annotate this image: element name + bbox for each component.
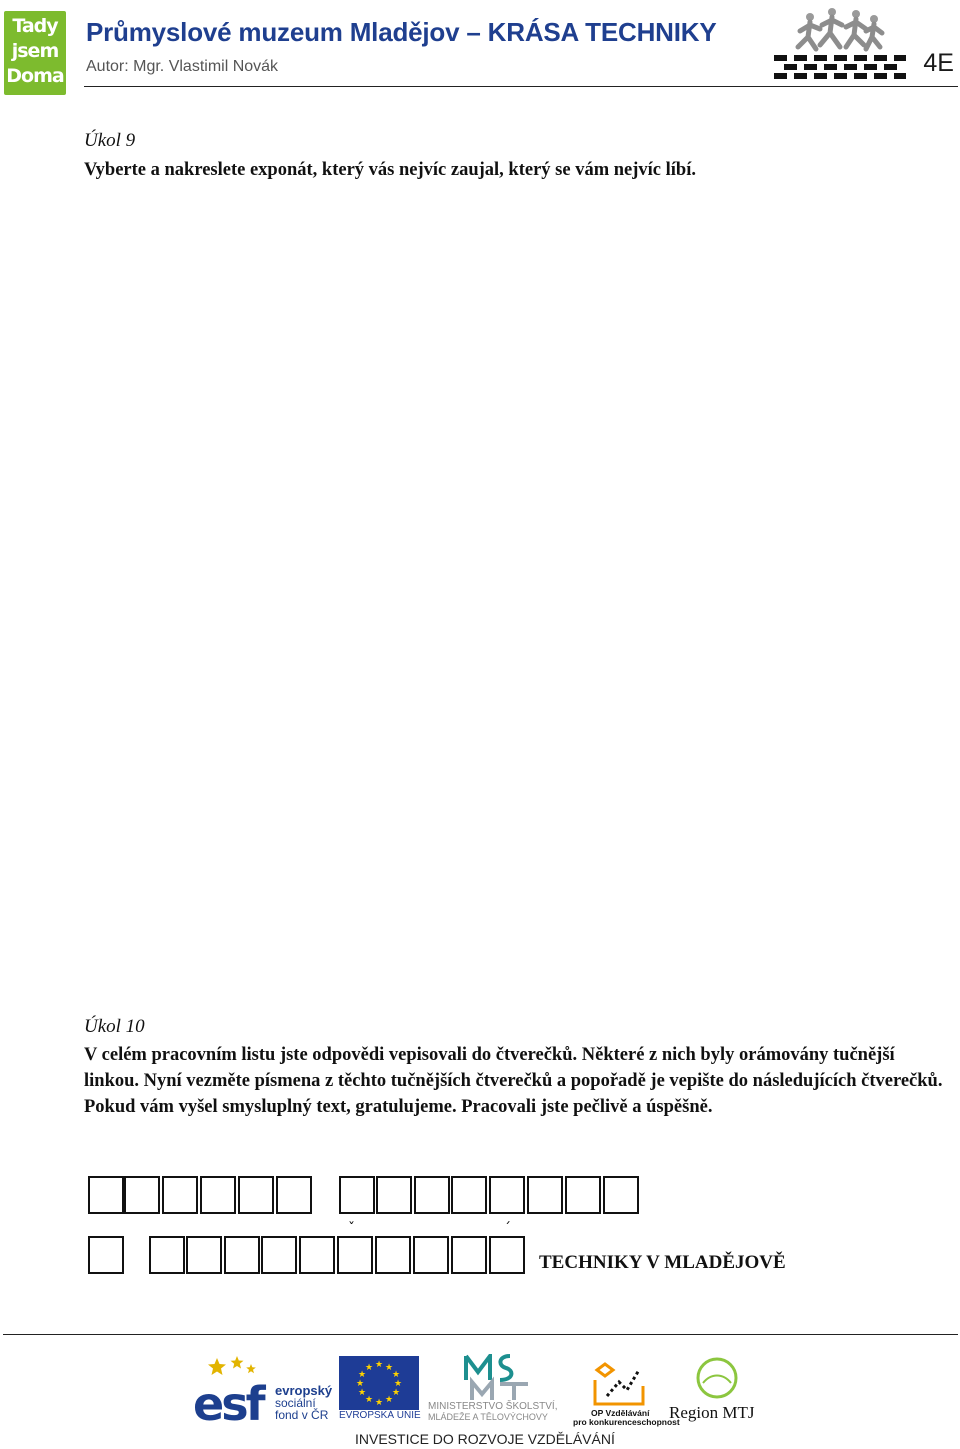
logo-line-2: jsem bbox=[11, 40, 59, 62]
answer-box[interactable] bbox=[88, 1176, 124, 1214]
svg-text:★: ★ bbox=[364, 1363, 374, 1373]
svg-text:★: ★ bbox=[374, 1360, 384, 1370]
esf-mark-icon bbox=[193, 1356, 275, 1422]
answer-box[interactable] bbox=[414, 1176, 450, 1214]
op-mark-icon bbox=[591, 1356, 647, 1408]
answer-box[interactable] bbox=[489, 1236, 525, 1274]
tady-jsem-doma-logo bbox=[4, 11, 66, 95]
op-line-1: OP Vzdělávání bbox=[591, 1408, 650, 1418]
op-caption bbox=[573, 1409, 680, 1427]
answer-box[interactable] bbox=[88, 1236, 124, 1274]
answer-suffix: TECHNIKY V MLADĚJOVĚ bbox=[539, 1252, 786, 1273]
msmt-caption bbox=[428, 1402, 557, 1422]
task10-text bbox=[84, 1042, 954, 1120]
esf-line-1: evropský bbox=[275, 1383, 333, 1398]
eu-stars-icon bbox=[339, 1356, 419, 1410]
acute-accent-mark: ˊ bbox=[504, 1221, 511, 1237]
svg-text:★: ★ bbox=[364, 1395, 374, 1405]
answer-box[interactable] bbox=[451, 1176, 487, 1214]
answer-box[interactable] bbox=[261, 1236, 297, 1274]
answer-box[interactable] bbox=[224, 1236, 260, 1274]
answer-box[interactable] bbox=[527, 1176, 563, 1214]
esf-line-3: fond v ČR bbox=[275, 1408, 329, 1422]
answer-box[interactable] bbox=[376, 1176, 412, 1214]
answer-box[interactable] bbox=[339, 1176, 375, 1214]
running-figures-logo bbox=[770, 3, 908, 81]
answer-box[interactable] bbox=[149, 1236, 185, 1274]
svg-text:★: ★ bbox=[391, 1370, 401, 1380]
esf-mark-text: esf bbox=[193, 1377, 263, 1422]
header-divider bbox=[84, 86, 958, 87]
answer-box[interactable] bbox=[451, 1236, 487, 1274]
task9-text: Vyberte a nakreslete exponát, který vás nejvíc zaujal, který se vám nejvíc líbí. bbox=[84, 160, 696, 180]
page-title: Průmyslové muzeum Mladějov – KRÁSA TECHNIKY bbox=[86, 17, 717, 47]
answer-box[interactable] bbox=[375, 1236, 411, 1274]
eu-flag bbox=[339, 1356, 419, 1410]
task10-paragraph-2: Pokud vám vyšel smysluplný text, gratulujeme. Pracovali jste pečlivě a úspěšně. bbox=[84, 1097, 713, 1117]
investment-slogan: INVESTICE DO ROZVOJE VZDĚLÁVÁNÍ bbox=[355, 1431, 615, 1447]
answer-box[interactable] bbox=[200, 1176, 236, 1214]
svg-text:★: ★ bbox=[357, 1370, 367, 1380]
esf-logo bbox=[193, 1356, 333, 1422]
answer-box[interactable] bbox=[299, 1236, 335, 1274]
answer-box[interactable] bbox=[276, 1176, 312, 1214]
answer-box[interactable] bbox=[489, 1176, 525, 1214]
answer-box[interactable] bbox=[162, 1176, 198, 1214]
msmt-line-2: MLÁDEŽE A TĚLOVÝCHOVY bbox=[428, 1412, 548, 1422]
svg-text:★: ★ bbox=[357, 1388, 367, 1398]
region-mtj-logo bbox=[693, 1355, 741, 1401]
footer-divider bbox=[3, 1334, 958, 1335]
logo-line-3: Doma bbox=[6, 65, 64, 87]
svg-text:★: ★ bbox=[384, 1363, 394, 1373]
svg-text:★: ★ bbox=[374, 1398, 384, 1408]
author-line: Autor: Mgr. Vlastimil Novák bbox=[86, 58, 279, 75]
answer-box[interactable] bbox=[603, 1176, 639, 1214]
eu-caption: EVROPSKÁ UNIE bbox=[339, 1410, 421, 1421]
region-label: Region MTJ bbox=[669, 1403, 755, 1422]
answer-box[interactable] bbox=[186, 1236, 222, 1274]
answer-box[interactable] bbox=[337, 1236, 373, 1274]
task10-paragraph-1: V celém pracovním listu jste odpovědi vepisovali do čtverečků. Některé z nich byly orámovány tučnější linkou. Nyní vezměte písmena z těchto tučnějších čtverečků a popořadě je vepište do následujících čtverečků. bbox=[84, 1045, 943, 1091]
sheet-badge: 4E bbox=[923, 49, 954, 77]
svg-text:★: ★ bbox=[393, 1379, 403, 1389]
task9-title: Úkol 9 bbox=[84, 130, 136, 151]
answer-box[interactable] bbox=[124, 1176, 160, 1214]
msmt-logo bbox=[462, 1354, 532, 1402]
region-circle-icon bbox=[693, 1355, 741, 1401]
caron-accent-mark: ˇ bbox=[348, 1221, 355, 1237]
svg-text:★: ★ bbox=[384, 1395, 394, 1405]
logo-line-1: Tady bbox=[12, 15, 58, 37]
msmt-line-1: MINISTERSTVO ŠKOLSTVÍ, bbox=[428, 1401, 558, 1412]
svg-text:★: ★ bbox=[355, 1379, 365, 1389]
op-line-2: pro konkurenceschopnost bbox=[573, 1417, 680, 1427]
op-logo bbox=[591, 1356, 647, 1408]
svg-text:★: ★ bbox=[391, 1388, 401, 1398]
answer-box[interactable] bbox=[413, 1236, 449, 1274]
esf-line-2: sociální bbox=[275, 1396, 316, 1410]
answer-box[interactable] bbox=[238, 1176, 274, 1214]
task10-title: Úkol 10 bbox=[84, 1016, 145, 1037]
msmt-mark-icon bbox=[462, 1354, 532, 1402]
answer-box[interactable] bbox=[565, 1176, 601, 1214]
